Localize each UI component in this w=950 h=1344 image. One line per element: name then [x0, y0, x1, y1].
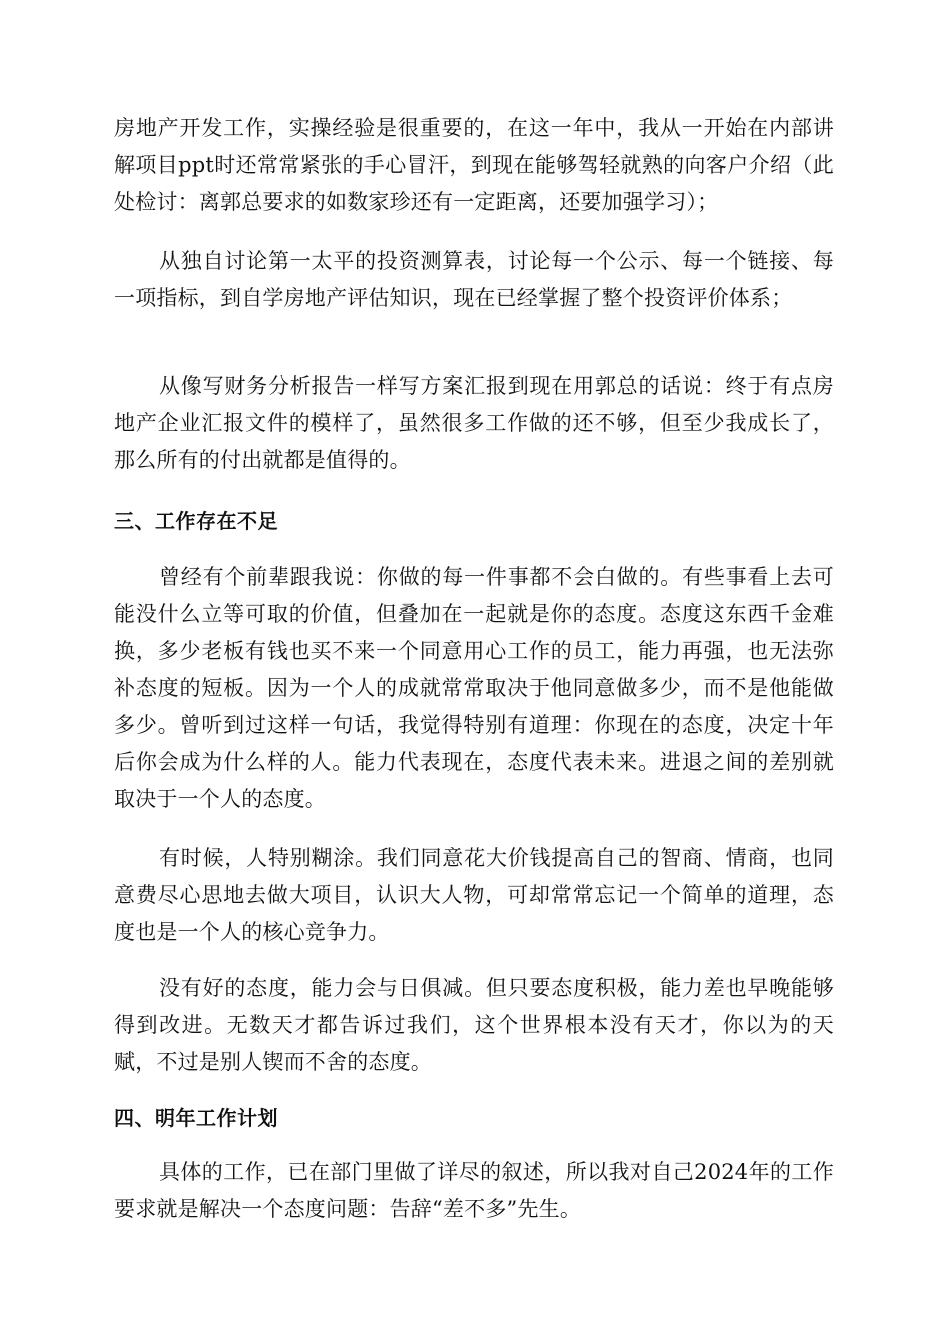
paragraph-talent: 没有好的态度，能力会与日俱减。但只要态度积极，能力差也早晚能够得到改进。无数天才都告诉过我们，这个世界根本没有天才，你以为的天赋，不过是别人锲而不舍的态度。 — [114, 976, 834, 1074]
paragraph-report-growth: 从像写财务分析报告一样写方案汇报到现在用郭总的话说：终于有点房地产企业汇报文件的模样了，虽然很多工作做的还不够，但至少我成长了，那么所有的付出就都是值得的。 — [114, 374, 834, 472]
paragraph-plan-details: 具体的工作，已在部门里做了详尽的叙述，所以我对自己2024年的工作要求就是解决一个态度问题：告辞“差不多”先生。 — [114, 1160, 834, 1221]
paragraph-work-experience: 房地产开发工作，实操经验是很重要的，在这一年中，我从一开始在内部讲解项目ppt时还常常紧张的手心冒汗，到现在能够驾轻就熟的向客户介绍（此处检讨：离郭总要求的如数家珍还有一定距离，还要加强学习）； — [114, 116, 834, 214]
paragraph-core-competitiveness: 有时候，人特别糊涂。我们同意花大价钱提高自己的智商、情商，也同意费尽心思地去做大项目，认识大人物，可却常常忘记一个简单的道理，态度也是一个人的核心竞争力。 — [114, 846, 834, 944]
paragraph-attitude: 曾经有个前辈跟我说：你做的每一件事都不会白做的。有些事看上去可能没什么立等可取的价值，但叠加在一起就是你的态度。态度这东西千金难换，多少老板有钱也买不来一个同意用心工作的员工，能力再强，也无法弥补态度的短板。因为一个人的成就常常取决于他同意做多少，而不是他能做多少。曾听到过这样一句话，我觉得特别有道理：你现在的态度，决定十年后你会成为什么样的人。能力代表现在，态度代表未来。进退之间的差别就取决于一个人的态度。 — [114, 565, 834, 811]
paragraph-investment-analysis: 从独自讨论第一太平的投资测算表，讨论每一个公示、每一个链接、每一项指标，到自学房地产评估知识，现在已经掌握了整个投资评价体系； — [114, 249, 834, 310]
section-heading-shortcomings: 三、工作存在不足 — [114, 509, 278, 533]
section-heading-next-year-plan: 四、明年工作计划 — [114, 1106, 278, 1130]
